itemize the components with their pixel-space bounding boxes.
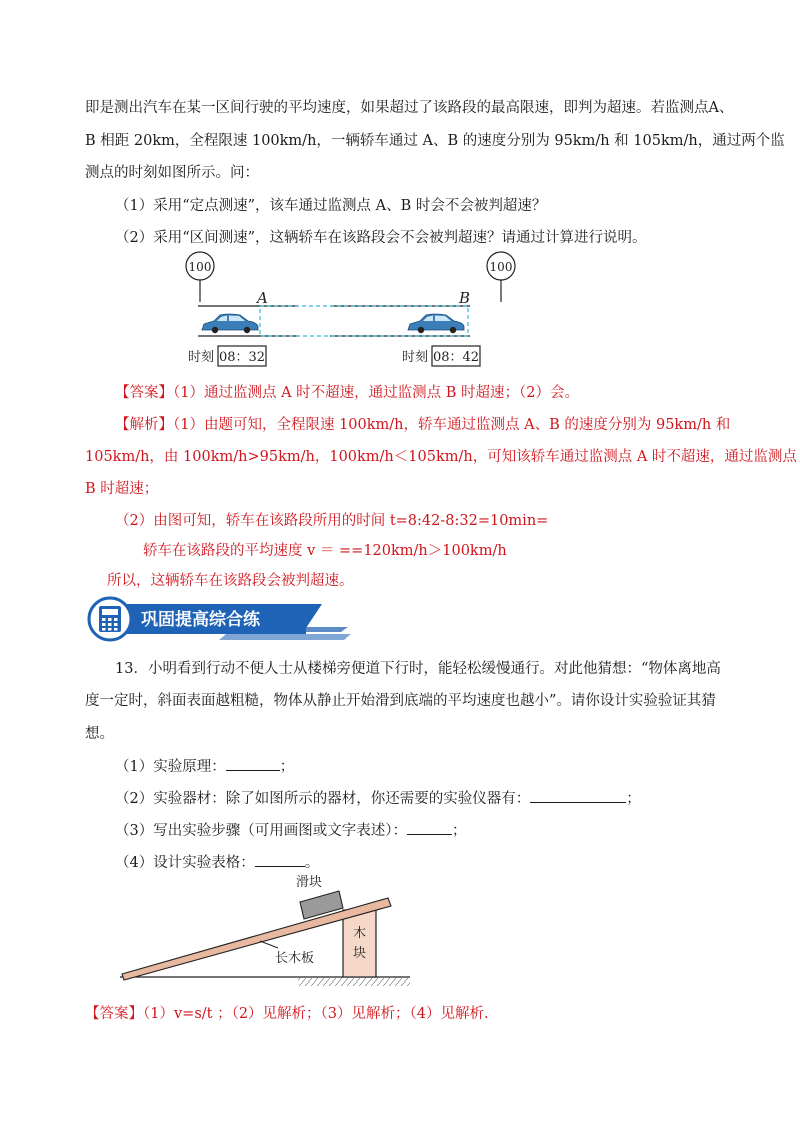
wood-block-label-1: 木 (352, 926, 367, 941)
problem13-question1-text: （1）实验原理： (115, 759, 226, 775)
problem13-question2 (115, 788, 641, 809)
problem13-question2-text: （2）实验器材：除了如图所示的器材，你还需要的实验仪器有： (115, 791, 531, 807)
answer13-tag: 【答案】 (85, 1006, 143, 1022)
section-title: 巩固提高综合练 (141, 610, 260, 630)
answer12-text: （1）通过监测点 A 时不超速，通过监测点 B 时超速；（2）会。 (173, 385, 580, 401)
point-b-label: B (459, 289, 471, 307)
analysis12-line1 (115, 415, 730, 435)
problem12-line3: 测点的时刻如图所示。问： (85, 165, 259, 181)
answer-blank-3[interactable] (407, 820, 452, 835)
answer-blank-2[interactable] (530, 788, 626, 803)
problem13-question3 (115, 820, 466, 841)
problem12-line1: 即是测出汽车在某一区间行驶的平均速度，如果超过了该路段的最高限速，即判为超速。若监测点A、 (85, 100, 734, 116)
time-value-left: 08：32 (218, 350, 266, 365)
time-label-left: 时刻 (188, 350, 215, 365)
car-left-icon (202, 314, 258, 333)
analysis12-line1-text: （1）由题可知，全程限速 100km/h，轿车通过监测点 A、B 的速度分别为 95km/h 和 (173, 417, 731, 433)
time-label-right: 时刻 (402, 350, 429, 365)
analysis12-line3: B 时超速； (85, 481, 159, 497)
problem13-line1: 13．小明看到行动不便人士从楼梯旁便道下行时，能轻松缓慢通行。对此他猜想：“物体离地高 (115, 661, 721, 677)
analysis12-line5: 轿车在该路段的平均速度 v ＝ ==120km/h＞100km/h (143, 543, 507, 559)
speed-limit-sign-left-text: 100 (188, 260, 212, 274)
answer12 (115, 383, 579, 403)
inclined-plane-diagram (110, 868, 420, 993)
time-value-right: 08：42 (432, 350, 480, 365)
problem12-line2: B 相距 20km，全程限速 100km/h，一辆轿车通过 A、B 的速度分别为 95km/h 和 105km/h，通过两个监 (85, 133, 785, 149)
speed-monitor-diagram (180, 250, 525, 370)
problem12-question2: （2）采用“区间测速”，这辆轿车在该路段会不会被判超速？请通过计算进行说明。 (115, 230, 647, 246)
analysis12-line4: （2）由图可知，轿车在该路段所用的时间 t=8:42-8:32=10min= (115, 513, 549, 529)
calculator-icon (99, 606, 121, 632)
problem13-line2: 度一定时，斜面表面越粗糙，物体从静止开始滑到底端的平均速度也越小”。请你设计实验验证其猜 (85, 693, 716, 709)
car-right-icon (408, 314, 464, 333)
problem13-line3: 想。 (85, 726, 114, 742)
answer-blank-1[interactable] (226, 756, 280, 771)
speed-limit-sign-right-text: 100 (489, 260, 513, 274)
problem13-question4-end: 。 (304, 855, 320, 871)
board-label: 长木板 (275, 951, 315, 966)
wood-block-label-2: 块 (352, 946, 367, 961)
problem13-question1 (115, 756, 294, 777)
problem13-question3-text: （3）写出实验步骤（可用画图或文字表述）： (115, 823, 407, 839)
board-label-leader (260, 941, 278, 948)
problem12-question1: （1）采用“定点测速”，该车通过监测点 A、B 时会不会被判超速？ (115, 198, 547, 214)
slider-label: 滑块 (296, 875, 323, 890)
problem13-question2-end: ； (626, 791, 641, 807)
problem13-question4-text: （4）设计实验表格： (115, 855, 255, 871)
ground-hatch (298, 978, 410, 986)
analysis12-tag: 【解析】 (115, 417, 173, 433)
analysis12-line6: 所以，这辆轿车在该路段会被判超速。 (107, 573, 354, 589)
point-a-label: A (257, 289, 268, 307)
answer-blank-4[interactable] (255, 852, 305, 867)
answer12-tag: 【答案】 (115, 385, 173, 401)
problem13-question1-end: ； (279, 759, 295, 775)
answer13-text: （1）v=s/t ；（2）见解析；（3）见解析；（4）见解析. (143, 1006, 489, 1022)
answer13 (85, 1004, 489, 1024)
analysis12-line2: 105km/h，由 100km/h>95km/h，100km/h＜105km/h，可知该轿车通过监测点 A 时不超速，通过监测点 (85, 449, 797, 465)
wood-block (343, 910, 376, 977)
problem13-question3-end: ； (451, 823, 467, 839)
section-banner (86, 596, 356, 644)
